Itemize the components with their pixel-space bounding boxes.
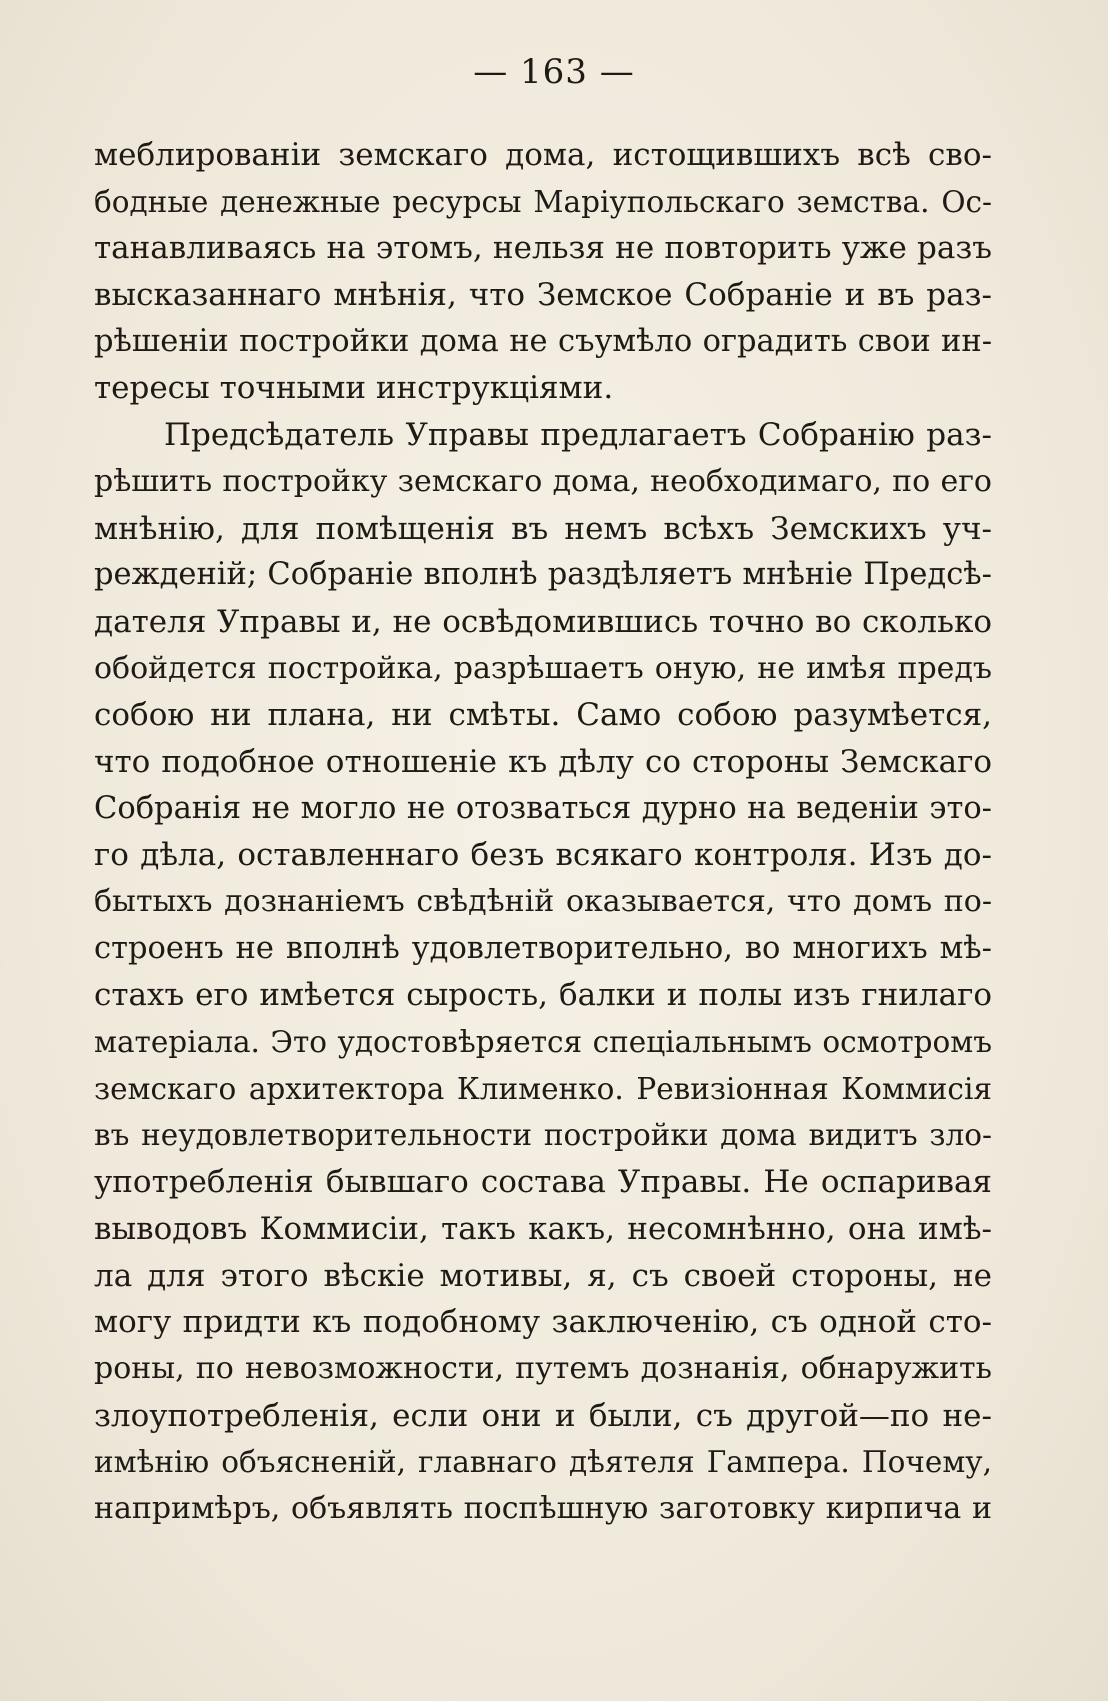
text-line: матеріала. Это удостовѣряется спеціальнымъ осмотромъ <box>94 1025 992 1060</box>
text-line: режденій; Собраніе вполнѣ раздѣляетъ мнѣніе Предсѣ- <box>94 557 992 593</box>
text-line: что подобное отношеніе къ дѣлу со стороны Земскаго <box>94 743 992 780</box>
body-text <box>94 132 992 1533</box>
text-line: высказаннаго мнѣнія, что Земское Собраніе и въ раз- <box>94 277 992 314</box>
text-line: выводовъ Коммисіи, такъ какъ, несомнѣнно, она имѣ- <box>94 1210 992 1247</box>
text-line: собою ни плана, ни смѣты. Само собою разумѣется, <box>94 697 992 734</box>
text-line: напримѣръ, объявлять поспѣшную заготовку кирпича и <box>94 1490 992 1526</box>
text-line: Предсѣдатель Управы предлагаетъ Собранію раз- <box>164 417 992 454</box>
text-line: стахъ его имѣется сырость, балки и полы изъ гнилаго <box>94 977 992 1014</box>
text-line: въ неудовлетворительности постройки дома видитъ зло- <box>94 1118 992 1153</box>
text-line: дателя Управы и, не освѣдомившись точно во сколько <box>94 603 992 640</box>
text-line: танавливаясь на этомъ, нельзя не повторить уже разъ <box>94 230 992 267</box>
text-line: ла для этого вѣскіе мотивы, я, съ своей стороны, не <box>94 1257 992 1294</box>
text-line: рѣшить постройку земскаго дома, необходимаго, по его <box>94 463 992 499</box>
text-line: обойдется постройка, разрѣшаетъ оную, не имѣя предъ <box>94 650 992 686</box>
text-line: земскаго архитектора Клименко. Ревизіонная Коммисія <box>94 1071 992 1106</box>
text-line: злоупотребленія, если они и были, съ другой—по не- <box>94 1397 992 1434</box>
text-line: рѣшеніи постройки дома не съумѣло оградить свои ин- <box>94 323 992 359</box>
text-line: мнѣнію, для помѣщенія въ немъ всѣхъ Земскихъ уч- <box>94 510 992 547</box>
text-line: тересы точными инструкціями. <box>94 370 614 407</box>
text-line: го дѣла, оставленнаго безъ всякаго контроля. Изъ до- <box>94 837 992 874</box>
text-line: роны, по невозможности, путемъ дознанія, обнаружить <box>94 1350 992 1386</box>
text-line: могу придти къ подобному заключенію, съ одной сто- <box>94 1304 992 1341</box>
text-line: бодные денежные ресурсы Маріупольскаго земства. Ос- <box>94 184 992 219</box>
text-line: строенъ не вполнѣ удовлетворительно, во многихъ мѣ- <box>94 930 992 966</box>
text-line: меблированіи земскаго дома, истощившихъ всѣ сво- <box>94 137 992 173</box>
text-line: употребленія бывшаго состава Управы. Не оспаривая <box>94 1164 992 1201</box>
text-line: бытыхъ дознаніемъ свѣдѣній оказывается, что домъ по- <box>94 884 992 919</box>
text-line: имѣнію объясненій, главнаго дѣятеля Гампера. Почему, <box>94 1445 992 1480</box>
page-number: — 163 — <box>473 52 635 92</box>
text-line: Собранія не могло не отозваться дурно на веденіи это- <box>94 790 992 826</box>
